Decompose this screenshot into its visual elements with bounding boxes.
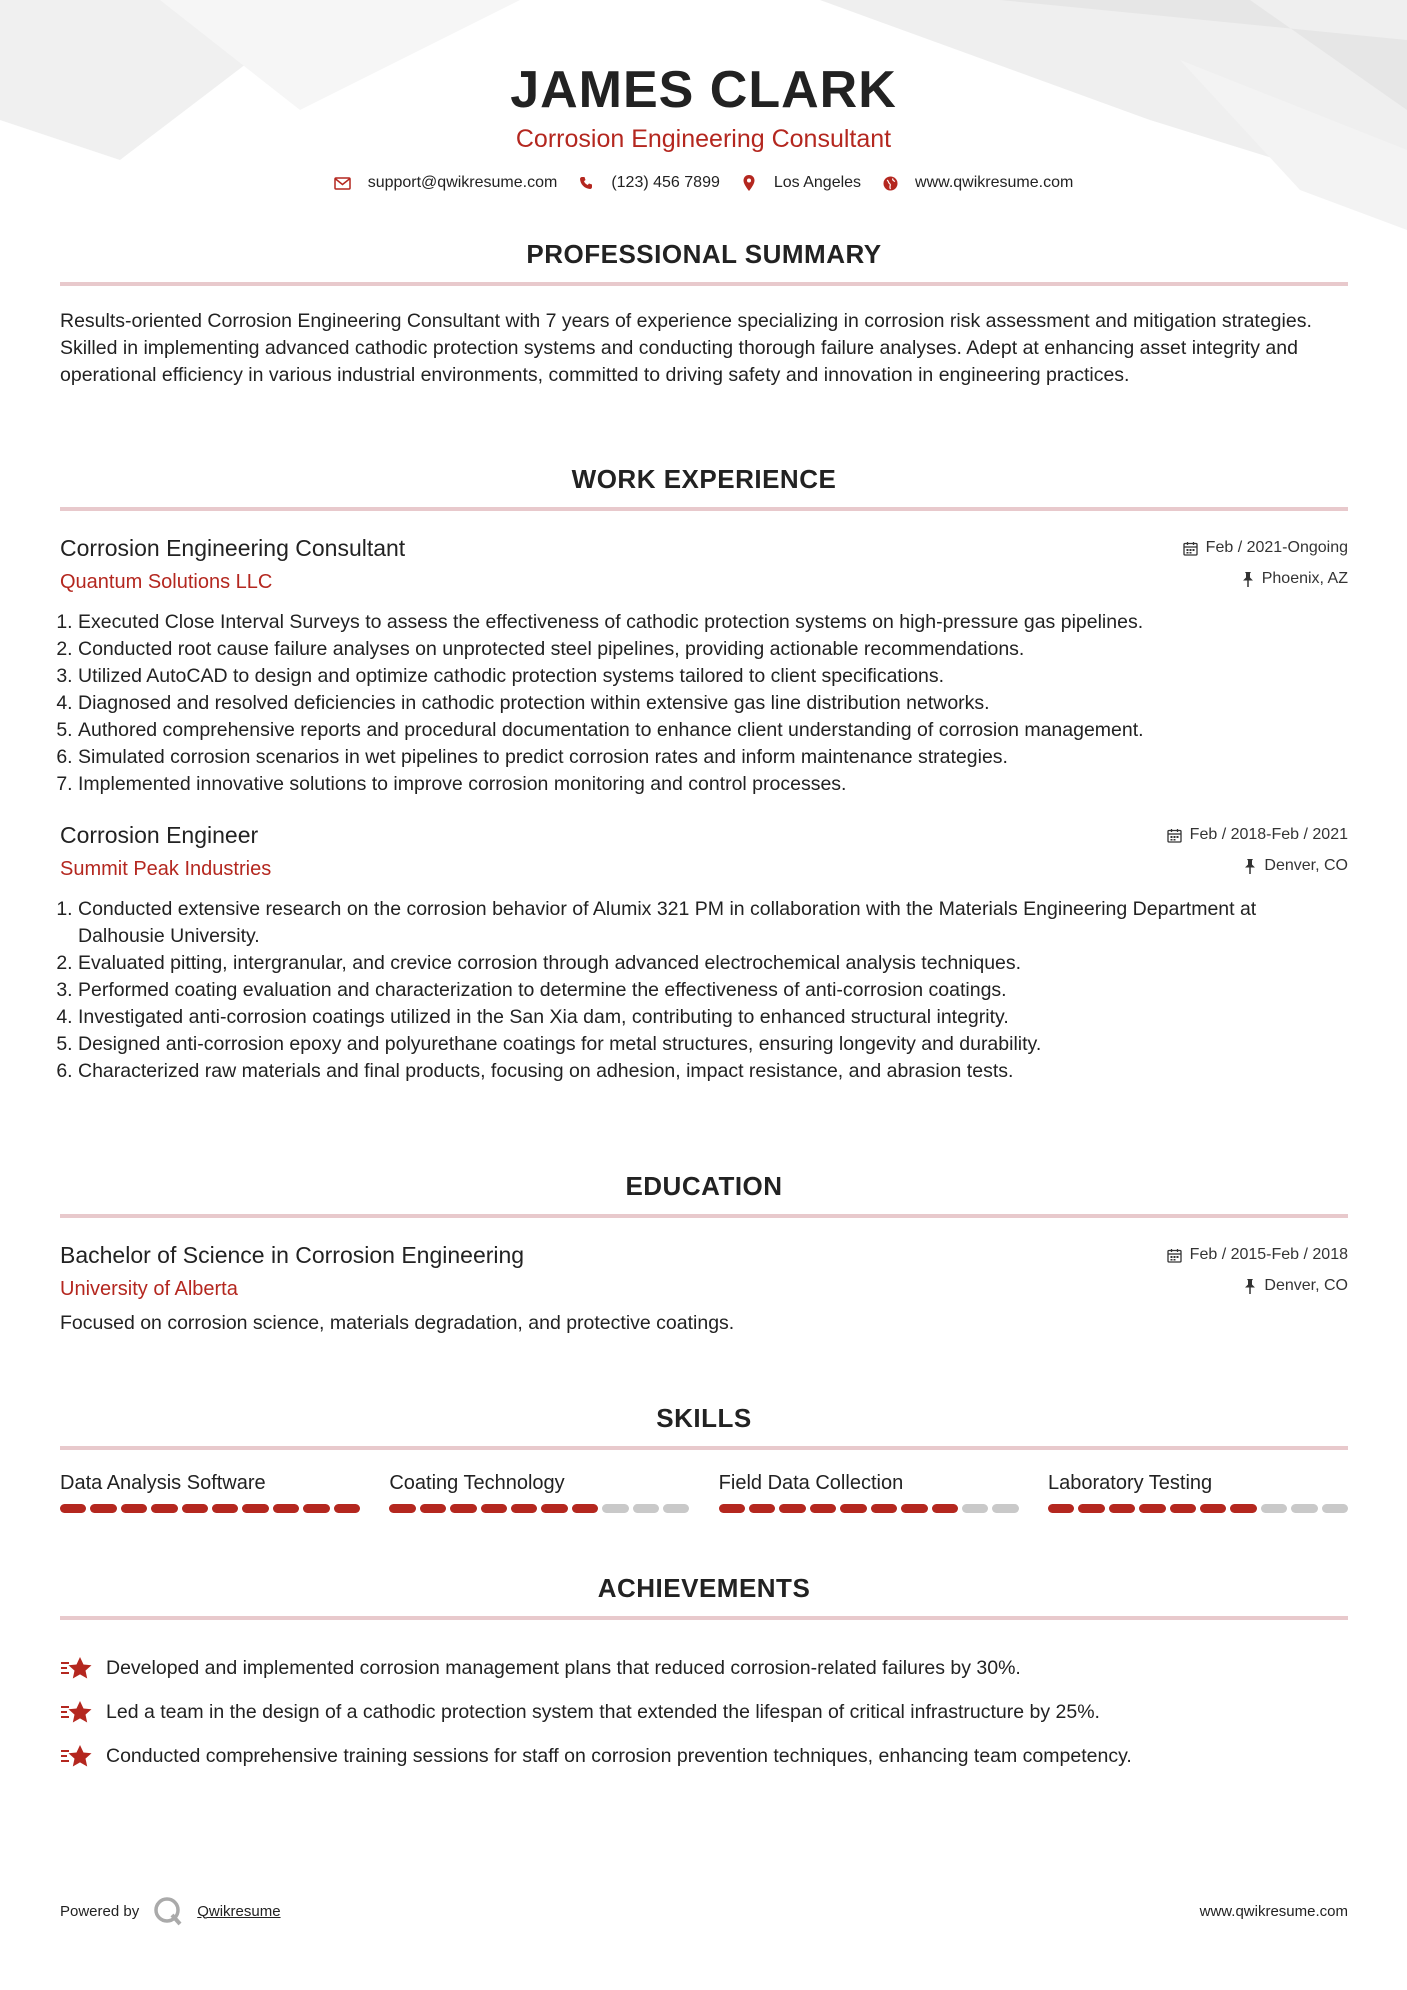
skill-segment-filled: [572, 1504, 598, 1513]
skill-segment-empty: [992, 1504, 1018, 1513]
list-item: 3. Performed coating evaluation and characterization to determine the effectiveness of anti-corrosion coatings.: [78, 977, 1348, 1004]
skill-segment-filled: [871, 1504, 897, 1513]
location-text: Denver, CO: [1264, 857, 1348, 874]
skill-item: [389, 1470, 689, 1513]
website-text: www.qwikresume.com: [915, 174, 1074, 191]
skill-segment-filled: [182, 1504, 208, 1513]
candidate-title: Corrosion Engineering Consultant: [515, 125, 892, 153]
dates-text: Feb / 2018-Feb / 2021: [1189, 826, 1348, 843]
job-entry: [60, 820, 1348, 1085]
list-item: 6. Characterized raw materials and final products, focusing on adhesion, impact resistance, and abrasion tests.: [78, 1058, 1348, 1085]
skill-segment-filled: [420, 1504, 446, 1513]
pushpin-icon: [1244, 859, 1256, 874]
experience-section: [60, 463, 1348, 1085]
phone-text: (123) 456 7899: [611, 174, 720, 191]
skill-item: [1048, 1470, 1348, 1513]
footer: [60, 1896, 1348, 1926]
job-location: [1244, 857, 1348, 875]
skill-segment-filled: [60, 1504, 86, 1513]
achievement-item: [60, 1646, 1348, 1690]
skill-segment-filled: [932, 1504, 958, 1513]
achievement-item: [60, 1690, 1348, 1734]
education-dates: [1167, 1246, 1348, 1264]
skill-segment-filled: [1139, 1504, 1165, 1513]
contact-bar: [0, 174, 1407, 192]
list-item: 4. Investigated anti-corrosion coatings utilized in the San Xia dam, contributing to enhanced structural integrity.: [78, 1004, 1348, 1031]
contact-website[interactable]: [881, 174, 1073, 192]
list-item: 2. Conducted root cause failure analyses on unprotected steel pipelines, providing actionable recommendations.: [78, 636, 1348, 663]
section-divider: [60, 1446, 1348, 1450]
section-divider: [60, 1616, 1348, 1620]
list-item: 7. Implemented innovative solutions to improve corrosion monitoring and control processes.: [78, 771, 1348, 798]
footer-website-link[interactable]: www.qwikresume.com: [1199, 1902, 1348, 1920]
skill-segment-filled: [541, 1504, 567, 1513]
skill-segment-filled: [1078, 1504, 1104, 1513]
resume-header: [0, 0, 1407, 192]
list-item: 1. Conducted extensive research on the corrosion behavior of Alumix 321 PM in collaboration with the Materials Engineering Department at Dalhousie University.: [78, 896, 1348, 950]
section-divider: [60, 1214, 1348, 1218]
skill-segment-filled: [450, 1504, 476, 1513]
experience-heading: WORK EXPERIENCE: [571, 464, 837, 494]
skill-segment-filled: [901, 1504, 927, 1513]
skill-segment-filled: [840, 1504, 866, 1513]
achievement-text: Conducted comprehensive training sessions for staff on corrosion prevention techniques, enhancing team competency.: [106, 1744, 1132, 1767]
skill-segment-filled: [1200, 1504, 1226, 1513]
job-entry: [60, 533, 1348, 798]
skill-segment-filled: [719, 1504, 745, 1513]
skill-segment-filled: [151, 1504, 177, 1513]
skill-segment-filled: [121, 1504, 147, 1513]
skill-segment-filled: [303, 1504, 329, 1513]
achievement-item: [60, 1734, 1348, 1778]
skill-segment-filled: [1048, 1504, 1074, 1513]
skill-segment-filled: [1170, 1504, 1196, 1513]
education-entry: [60, 1240, 1348, 1337]
skill-segment-empty: [1291, 1504, 1317, 1513]
list-item: 3. Utilized AutoCAD to design and optimize cathodic protection systems tailored to client specifications.: [78, 663, 1348, 690]
skill-name: Data Analysis Software: [60, 1472, 266, 1494]
dates-text: Feb / 2015-Feb / 2018: [1189, 1246, 1348, 1263]
skills-list: [60, 1470, 1348, 1513]
skill-segment-filled: [511, 1504, 537, 1513]
education-heading: EDUCATION: [625, 1171, 783, 1201]
star-icon: [60, 1743, 92, 1769]
job-title: Corrosion Engineer: [60, 822, 259, 848]
list-item: 1. Executed Close Interval Surveys to assess the effectiveness of cathodic protection systems on high-pressure gas pipelines.: [78, 609, 1348, 636]
company-name: Summit Peak Industries: [60, 858, 272, 880]
skill-name: Coating Technology: [389, 1472, 565, 1494]
skill-segment-empty: [1261, 1504, 1287, 1513]
skill-segment-empty: [633, 1504, 659, 1513]
summary-section: [60, 238, 1348, 389]
skills-heading: SKILLS: [656, 1403, 752, 1433]
powered-by-label: Powered by: [60, 1902, 140, 1920]
contact-email[interactable]: [334, 174, 558, 192]
skill-item: [60, 1470, 360, 1513]
achievement-text: Developed and implemented corrosion management plans that reduced corrosion-related failures by 30%.: [106, 1656, 1021, 1679]
skill-item: [719, 1470, 1019, 1513]
star-icon: [60, 1699, 92, 1725]
dates-text: Feb / 2021-Ongoing: [1205, 539, 1348, 556]
contact-location: [740, 174, 861, 192]
calendar-icon: [1167, 1248, 1182, 1263]
job-location: [1242, 570, 1348, 588]
skill-segment-empty: [1322, 1504, 1348, 1513]
skill-segment-filled: [1109, 1504, 1135, 1513]
skill-level-bar: [389, 1504, 689, 1513]
skills-section: [60, 1402, 1348, 1513]
job-dates: [1167, 826, 1348, 844]
candidate-name: JAMES CLARK: [510, 61, 897, 119]
summary-heading: PROFESSIONAL SUMMARY: [526, 239, 882, 269]
skill-segment-empty: [663, 1504, 689, 1513]
skill-level-bar: [60, 1504, 360, 1513]
globe-icon: [881, 174, 899, 192]
envelope-icon: [334, 174, 352, 192]
summary-text: Results-oriented Corrosion Engineering Consultant with 7 years of experience specializing in corrosion risk assessment and mitigation strategies. Skilled in implementing advanced cathodic protection systems and conducting thorough failure analyses. Adept at enhancing asset integrity and operational efficiency in various industrial environments, committed to driving safety and innovation in engineering practices.: [60, 310, 1312, 386]
phone-icon: [577, 174, 595, 192]
skill-segment-filled: [242, 1504, 268, 1513]
company-name: Quantum Solutions LLC: [60, 571, 273, 593]
qwikresume-logo-icon: [153, 1896, 183, 1926]
pushpin-icon: [1242, 572, 1254, 587]
achievements-heading: ACHIEVEMENTS: [597, 1573, 811, 1603]
skill-segment-filled: [389, 1504, 415, 1513]
skill-segment-empty: [602, 1504, 628, 1513]
education-section: [60, 1170, 1348, 1337]
section-divider: [60, 507, 1348, 511]
powered-by: [60, 1896, 281, 1926]
skill-segment-filled: [1230, 1504, 1256, 1513]
list-item: 2. Evaluated pitting, intergranular, and crevice corrosion through advanced electrochemical analysis techniques.: [78, 950, 1348, 977]
list-item: 5. Designed anti-corrosion epoxy and polyurethane coatings for metal structures, ensuring longevity and durability.: [78, 1031, 1348, 1058]
list-item: 4. Diagnosed and resolved deficiencies in cathodic protection within extensive gas line distribution networks.: [78, 690, 1348, 717]
location-text: Los Angeles: [773, 174, 862, 191]
skill-segment-filled: [90, 1504, 116, 1513]
section-divider: [60, 282, 1348, 286]
skill-segment-filled: [334, 1504, 360, 1513]
pushpin-icon: [1244, 1279, 1256, 1294]
skill-name: Laboratory Testing: [1047, 1472, 1213, 1494]
achievements-section: [60, 1572, 1348, 1778]
education-description: Focused on corrosion science, materials degradation, and protective coatings.: [60, 1312, 735, 1334]
location-text: Phoenix, AZ: [1261, 570, 1348, 587]
degree-title: Bachelor of Science in Corrosion Engineering: [60, 1242, 525, 1268]
skill-level-bar: [1048, 1504, 1348, 1513]
skill-level-bar: [719, 1504, 1019, 1513]
qwikresume-link[interactable]: Qwikresume: [197, 1902, 281, 1920]
education-location: [1244, 1277, 1348, 1295]
achievement-text: Led a team in the design of a cathodic protection system that extended the lifespan of critical infrastructure by 25%.: [106, 1700, 1100, 1723]
email-text: support@qwikresume.com: [367, 174, 558, 191]
job-dates: [1183, 539, 1348, 557]
skill-name: Field Data Collection: [718, 1472, 904, 1494]
skill-segment-filled: [810, 1504, 836, 1513]
location-text: Denver, CO: [1264, 1277, 1348, 1294]
calendar-icon: [1183, 541, 1198, 556]
skill-segment-filled: [749, 1504, 775, 1513]
calendar-icon: [1167, 828, 1182, 843]
job-bullets: [60, 896, 1348, 1085]
list-item: 6. Simulated corrosion scenarios in wet pipelines to predict corrosion rates and inform maintenance strategies.: [78, 744, 1348, 771]
map-pin-icon: [740, 174, 758, 192]
skill-segment-filled: [779, 1504, 805, 1513]
star-icon: [60, 1655, 92, 1681]
contact-phone[interactable]: [577, 174, 720, 192]
skill-segment-empty: [962, 1504, 988, 1513]
list-item: 5. Authored comprehensive reports and procedural documentation to enhance client understanding of corrosion management.: [78, 717, 1348, 744]
achievements-list: [60, 1646, 1348, 1778]
skill-segment-filled: [481, 1504, 507, 1513]
job-title: Corrosion Engineering Consultant: [60, 535, 406, 561]
school-name: University of Alberta: [60, 1278, 238, 1300]
skill-segment-filled: [212, 1504, 238, 1513]
job-bullets: [60, 609, 1348, 798]
skill-segment-filled: [273, 1504, 299, 1513]
